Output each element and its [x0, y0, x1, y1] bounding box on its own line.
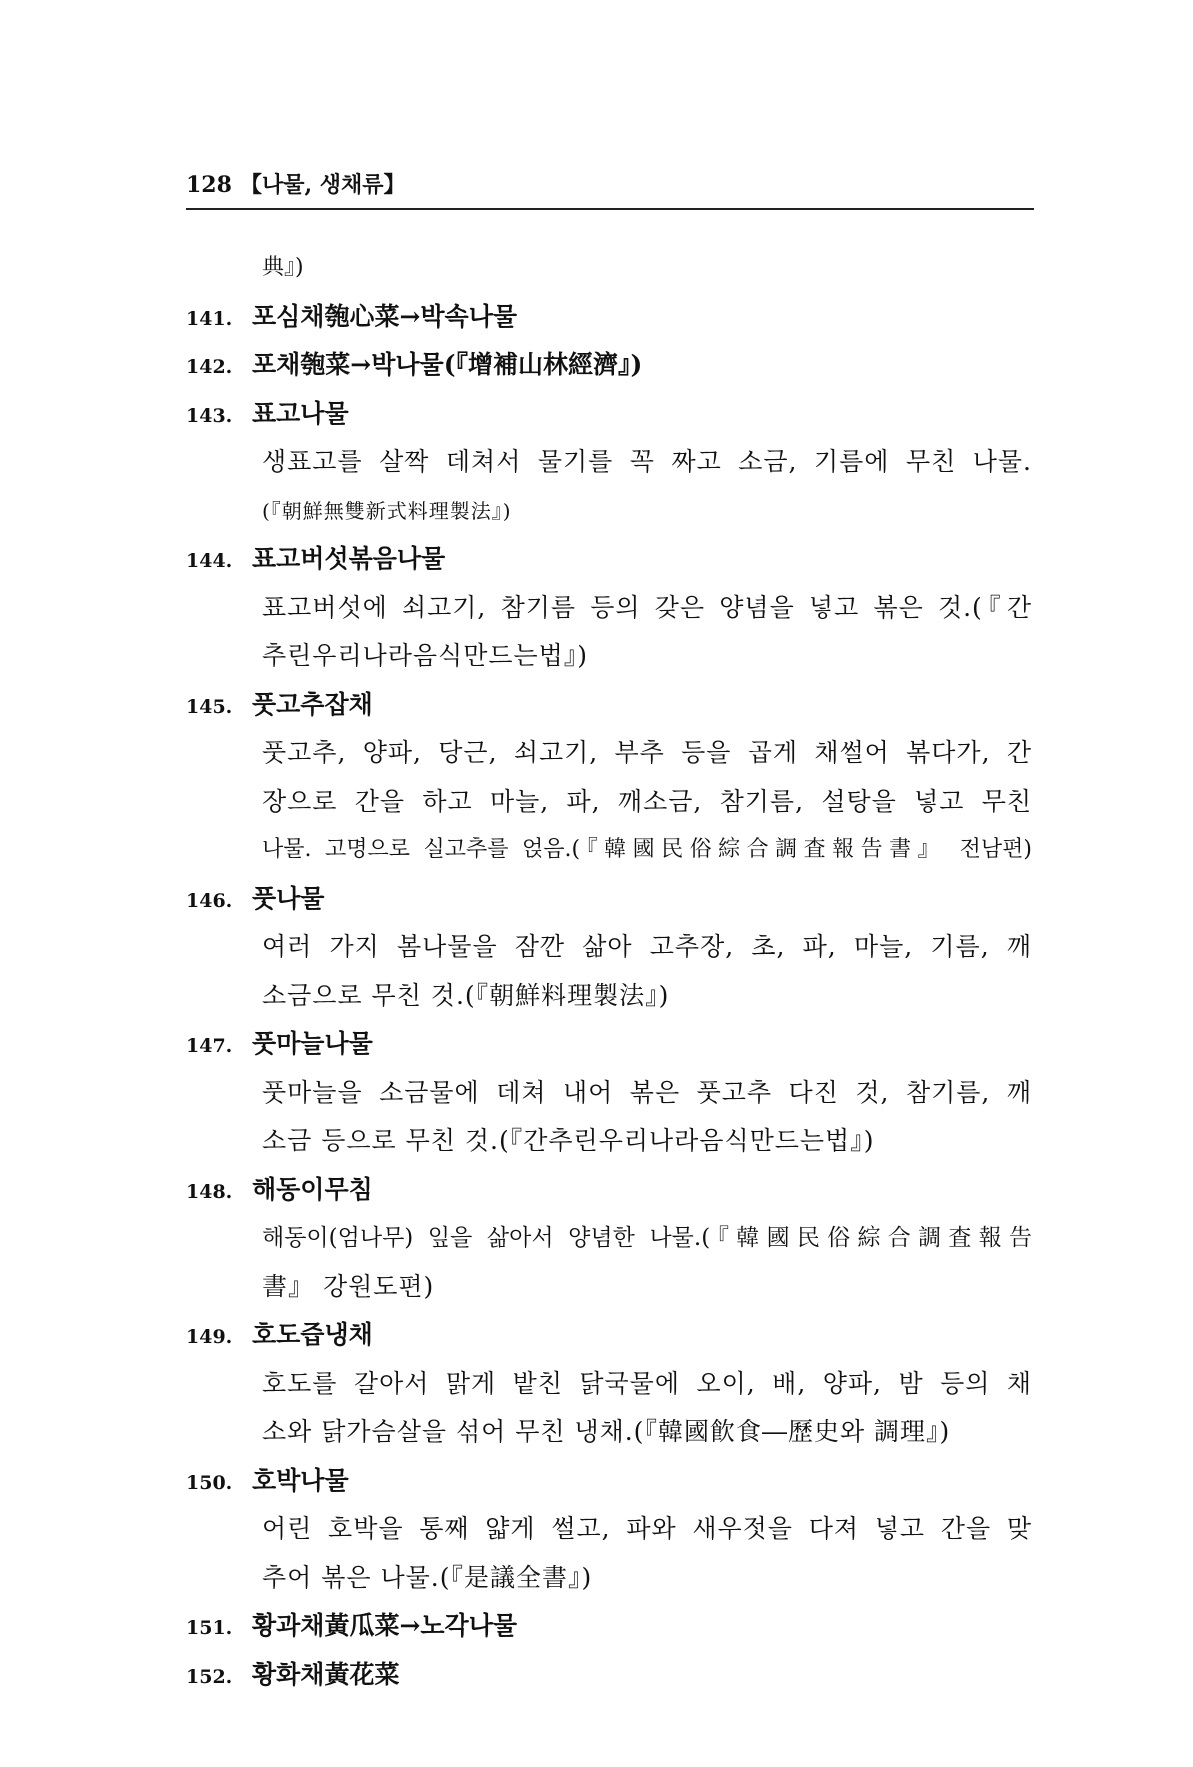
- entry-description: 호도를 갈아서 맑게 밭친 닭국물에 오이, 배, 양파, 밤 등의 채: [262, 1368, 1032, 1398]
- entry-description: 추어 볶은 나물.(『是議全書』): [262, 1562, 593, 1592]
- entry-number: 146.: [186, 889, 233, 912]
- entry-number: 144.: [186, 550, 233, 572]
- entry-title: 풋나물: [252, 883, 325, 913]
- page-number: 128: [186, 172, 232, 198]
- entry-number: 152.: [186, 1665, 233, 1688]
- entry-description: 나물. 고명으로 실고추를 얹음.(『韓國民俗綜合調査報告書』 전남편): [262, 837, 1032, 862]
- entry-description: 풋마늘을 소금물에 데쳐 내어 볶은 풋고추 다진 것, 참기름, 깨: [262, 1077, 1032, 1107]
- entry-description: 추린우리나라음식만드는법』): [262, 641, 589, 670]
- entry-152: [186, 1655, 1032, 1704]
- section-title: 【나물, 생채류】: [239, 172, 406, 198]
- entry-145: [186, 685, 1032, 734]
- entry-143: [186, 394, 1032, 443]
- header-rule: [186, 208, 1034, 210]
- entry-number: 147.: [186, 1035, 233, 1057]
- entry-description: 書』 강원도편): [262, 1271, 435, 1301]
- continued-line: [186, 248, 1032, 297]
- entry-title: 황과채黃瓜菜→노각나물: [252, 1611, 517, 1640]
- entry-149: [186, 1315, 1032, 1364]
- entry-141: [186, 297, 1032, 346]
- entry-number: 148.: [186, 1180, 233, 1203]
- entry-number: 145.: [186, 695, 233, 718]
- entry-description: 소금으로 무친 것.(『朝鮮料理製法』): [262, 980, 670, 1010]
- page-header: [186, 170, 406, 201]
- entry-146: [186, 879, 1032, 928]
- entry-number: 141.: [186, 307, 233, 330]
- entry-description: 소금 등으로 무친 것.(『간추린우리나라음식만드는법』): [262, 1126, 875, 1155]
- entry-title: 표고나물: [252, 398, 349, 428]
- entry-title: 풋고추잡채: [252, 689, 373, 719]
- entry-description: 해동이(엄나무) 잎을 삶아서 양념한 나물.(『韓國民俗綜合調査報告: [262, 1225, 1032, 1251]
- entry-title: 해동이무침: [252, 1174, 373, 1204]
- entry-title: 호도즙냉채: [252, 1320, 373, 1349]
- entry-150: [186, 1461, 1032, 1510]
- entry-description: 소와 닭가슴살을 섞어 무친 냉채.(『韓國飮食―歷史와 調理』): [262, 1417, 951, 1446]
- entry-title: 풋마늘나물: [252, 1029, 373, 1058]
- entry-title: 포채匏菜→박나물(『增補山林經濟』): [252, 350, 643, 379]
- entry-147: [186, 1024, 1032, 1073]
- entry-list: [186, 248, 1032, 1703]
- entry-number: 149.: [186, 1326, 233, 1348]
- entry-title: 호박나물: [252, 1465, 349, 1495]
- entry-number: 151.: [186, 1617, 233, 1639]
- entry-title: 표고버섯볶음나물: [252, 544, 446, 573]
- entry-description: 생표고를 살짝 데쳐서 물기를 꼭 짜고 소금, 기름에 무친 나물.: [262, 447, 1032, 476]
- entry-number: 143.: [186, 404, 233, 427]
- line-text: 典』): [262, 255, 304, 280]
- entry-description: 풋고추, 양파, 당근, 쇠고기, 부추 등을 곱게 채썰어 볶다가, 간: [262, 738, 1032, 767]
- entry-description: 어린 호박을 통째 얇게 썰고, 파와 새우젓을 다져 넣고 간을 맞: [262, 1514, 1032, 1543]
- entry-title: 황화채黃花菜: [252, 1659, 400, 1689]
- entry-source: (『朝鮮無雙新式料理製法』): [262, 498, 512, 523]
- entry-148: [186, 1170, 1032, 1219]
- entry-number: 150.: [186, 1471, 233, 1494]
- entry-142: [186, 345, 1032, 394]
- entry-151: [186, 1606, 1032, 1655]
- entry-title: 포심채匏心菜→박속나물: [252, 301, 517, 331]
- entry-number: 142.: [186, 356, 233, 378]
- entry-description: 여러 가지 봄나물을 잠깐 삶아 고추장, 초, 파, 마늘, 기름, 깨: [262, 932, 1032, 961]
- entry-144: [186, 539, 1032, 588]
- entry-description: 장으로 간을 하고 마늘, 파, 깨소금, 참기름, 설탕을 넣고 무친: [262, 786, 1032, 816]
- entry-description: 표고버섯에 쇠고기, 참기름 등의 갖은 양념을 넣고 볶은 것.(『간: [262, 592, 1032, 622]
